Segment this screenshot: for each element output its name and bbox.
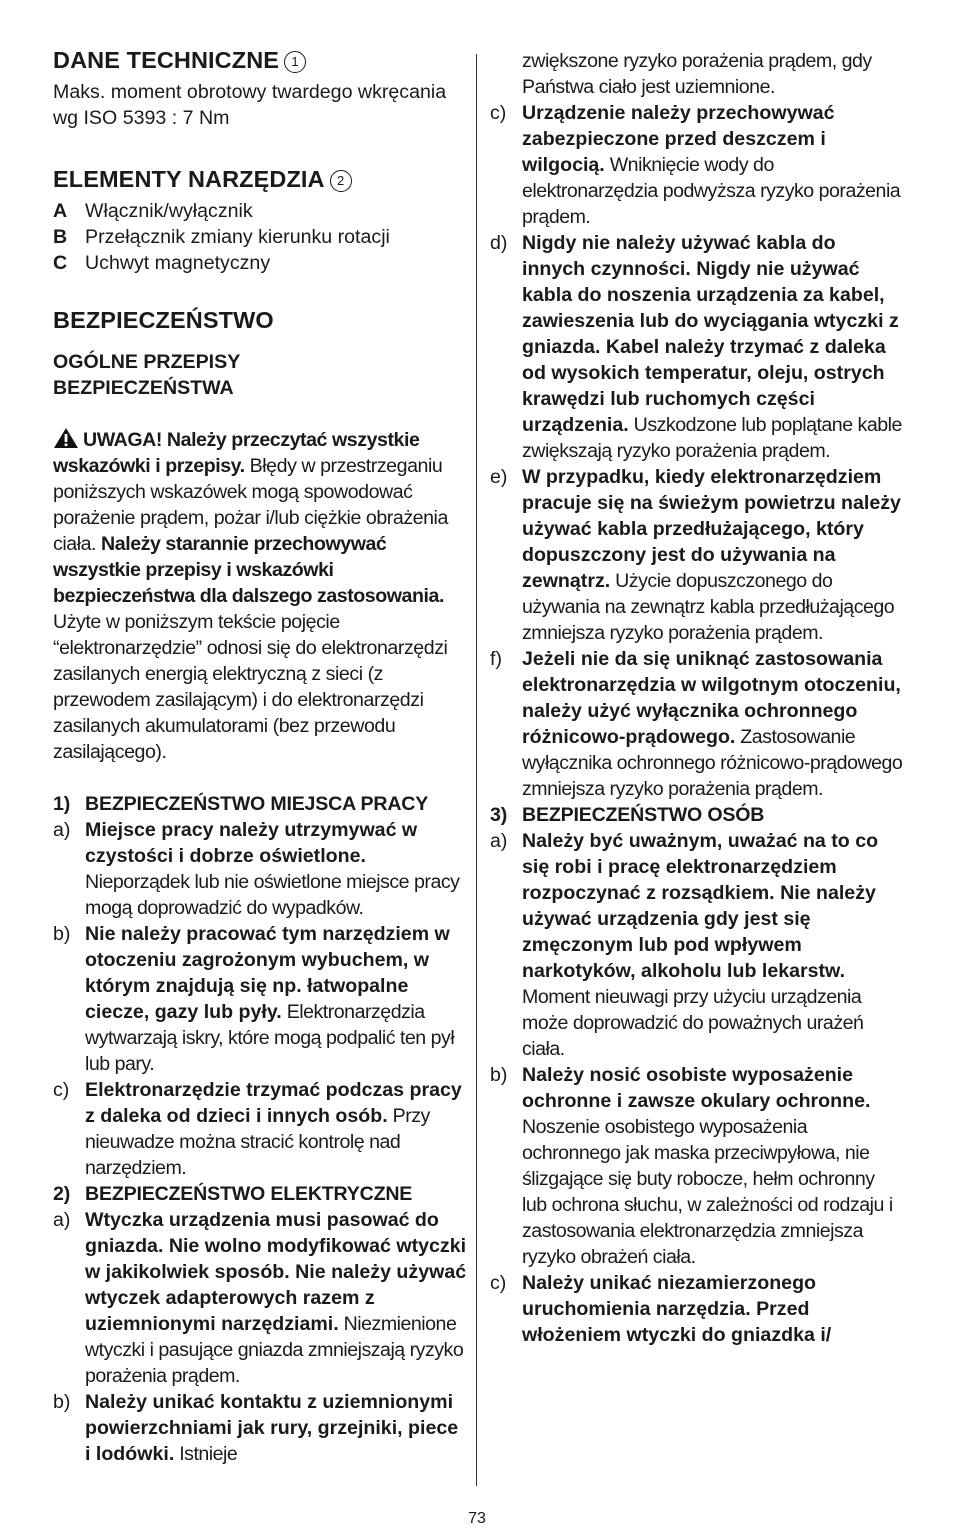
warning-bold-1: UWAGA! Należy przeczytać wszystkie wskazówki i przepisy. [53,429,420,477]
safety-heading: BEZPIECZEŃSTWO [53,307,274,333]
list-item-normal: Niezmienione wtyczki i pasujące gniazda zmniejszają ryzyko porażenia prądem. [85,1313,464,1387]
list-item-text [522,828,904,1062]
list-item-mark: f) [490,648,502,670]
list-item-mark: d) [490,232,508,254]
list-item-bold: Nigdy nie należy używać kabla do innych czynności. Nigdy nie używać kabla do noszenia urządzenia za kabel, zawieszenia lub do wyciągania wtyczki z gniazda. Kabel należy trzymać z daleka od wysokich temperatur, oleju, ostrych krawędzi lub ruchomych części urządzenia. [522,232,899,436]
component-key: B [53,226,68,248]
figure-ref-1: 1 [284,51,306,73]
section-2-heading [53,1181,467,1207]
list-item-bold: Należy unikać kontaktu z uziemnionymi powierzchniami jak rury, grzejniki, piece i lodówki. [85,1391,459,1465]
warning-bold-2: Należy starannie przechowywać wszystkie przepisy i wskazówki bezpieczeństwa dla dalszego zastosowania. [53,533,444,607]
section-3-list [490,828,904,1348]
section-1-list [53,817,467,1181]
list-item-text [522,646,904,802]
list-item-text [85,1389,467,1467]
component-item [53,250,467,276]
figure-ref-2: 2 [330,170,352,192]
warning-text-2: Użyte w poniższym tekście pojęcie “elektronarzędzie” odnosi się do elektronarzędzi zasilanych energią elektryczną z sieci (z przewodem zasilającym) i do elektronarzędzi zasilanych akumulatorami (bez przewodu zasilającego). [53,611,448,763]
list-item-mark: c) [490,102,507,124]
tech-heading [53,46,467,74]
list-item [53,921,467,1077]
list-item-mark: b) [53,1391,71,1413]
component-item [53,198,467,224]
list-item-normal: Noszenie osobistego wyposażenia ochronnego jak maska przeciwpyłowa, nie ślizgające się buty robocze, hełm ochronny lub ochrona słuchu, w zależności od rodzaju i zastosowania elektronarzędzia zmniejsza ryzyko obrażeń ciała. [522,1116,893,1268]
list-item-mark: b) [53,923,71,945]
section-1-heading [53,791,467,817]
list-item-normal: Moment nieuwagi przy użyciu urządzenia może doprowadzić do poważnych urażeń ciała. [522,986,864,1060]
list-item-bold: Należy być uważnym, uważać na to co się robi i pracę elektronarzędziem rozpoczynać z rozsądkiem. Nie należy używać urządzenia gdy jest się zmęczonym lub pod wpływem narkotyków, alkoholu lub lekarstw. [522,830,879,982]
tech-text: Maks. moment obrotowy twardego wkręcania wg ISO 5393 : 7 Nm [53,81,447,129]
elements-title: ELEMENTY NARZĘDZIA [53,166,325,192]
page-number: 73 [468,1510,486,1527]
list-item [490,230,904,464]
list-item-bold: Miejsce pracy należy utrzymywać w czystości i dobrze oświetlone. [85,819,418,867]
list-item-mark: a) [53,1209,71,1231]
list-item-normal: Przy nieuwadze można stracić kontrolę nad narzędziem. [85,1105,430,1179]
list-item [490,100,904,230]
section-3-heading [490,802,904,828]
list-item-mark: c) [53,1079,70,1101]
list-item-normal: Zastosowanie wyłącznika ochronnego różnicowo-prądowego zmniejsza ryzyko porażenia prądem. [522,726,903,800]
list-item [490,1062,904,1270]
list-item-mark: b) [490,1064,508,1086]
tech-title: DANE TECHNICZNE [53,47,280,73]
column-divider [476,54,477,1486]
list-item-text [522,1062,904,1270]
warning-triangle-icon [53,427,79,449]
section-2-title: BEZPIECZEŃSTWO ELEKTRYCZNE [85,1183,413,1205]
list-item [53,817,467,921]
warning-paragraph [53,427,467,765]
section-3-title: BEZPIECZEŃSTWO OSÓB [522,804,765,826]
list-item-bold: W przypadku, kiedy elektronarzędziem pracuje się na świeżym powietrzu należy używać kabla przedłużającego, który dopuszczony jest do używania na zewnątrz. [522,466,901,592]
section-2-number: 2) [53,1183,71,1205]
right-column [490,46,904,1348]
general-rules-title-1: OGÓLNE PRZEPISY [53,351,241,373]
component-key: A [53,200,68,222]
list-item [53,1207,467,1389]
list-item-bold: Należy nosić osobiste wyposażenie ochronne i zawsze okulary ochronne. [522,1064,871,1112]
section-1-title: BEZPIECZEŃSTWO MIEJSCA PRACY [85,793,429,815]
component-item [53,224,467,250]
list-item-continuation: zwiększone ryzyko porażenia prądem, gdy Państwa ciało jest uziemnione. [522,50,872,98]
list-item-bold: Elektronarzędzie trzymać podczas pracy z daleka od dzieci i innych osób. [85,1079,462,1127]
list-item-normal: Wniknięcie wody do elektronarzędzia podwyższa ryzyko porażenia prądem. [522,154,901,228]
list-item-normal: Użycie dopuszczonego do używania na zewnątrz kabla przedłużającego zmniejsza ryzyko porażenia prądem. [522,570,895,644]
list-item-text [85,921,467,1077]
list-item-text [522,1270,904,1348]
list-item-mark: e) [490,466,508,488]
list-item-bold: Należy unikać niezamierzonego uruchomienia narzędzia. Przed włożeniem wtyczki do gniazdka i/ [522,1272,832,1346]
list-item [53,1077,467,1181]
elements-list [53,198,467,276]
general-rules-title-2: BEZPIECZEŃSTWA [53,377,234,399]
section-2-list [53,1207,467,1467]
elements-heading [53,165,467,193]
list-item-normal: Istnieje [174,1443,238,1465]
list-item-mark: a) [490,830,508,852]
list-item-bold: Wtyczka urządzenia musi pasować do gniazda. Nie wolno modyfikować wtyczki w jakikolwiek sposób. Nie należy używać wtyczek adapterowych razem z uziemnionymi narzędziami. [85,1209,467,1335]
section-3-number: 3) [490,804,508,826]
component-label: Uchwyt magnetyczny [85,252,271,274]
list-item [53,1389,467,1467]
list-item-normal: Uszkodzone lub poplątane kable zwiększają ryzyko porażenia prądem. [522,414,902,462]
section-1-number: 1) [53,793,71,815]
list-item-bold: Urządzenie należy przechowywać zabezpieczone przed deszczem i wilgocią. [522,102,835,176]
warning-text-1: Błędy w przestrzeganiu poniższych wskazówek mogą spowodować porażenie prądem, pożar i/lub ciężkie obrażenia ciała. [53,455,448,555]
list-item-normal: Nieporządek lub nie oświetlone miejsce pracy mogą doprowadzić do wypadków. [85,871,460,919]
list-item-mark: a) [53,819,71,841]
list-item-normal: Elektronarzędzia wytwarzają iskry, które mogą podpalić ten pył lub pary. [85,1001,455,1075]
list-item-text [522,230,904,464]
list-item-mark: c) [490,1272,507,1294]
list-item [490,1270,904,1348]
list-item [490,828,904,1062]
list-item-text [85,817,467,921]
list-item [490,464,904,646]
component-key: C [53,252,68,274]
component-label: Włącznik/wyłącznik [85,200,253,222]
left-column [53,46,467,1467]
component-label: Przełącznik zmiany kierunku rotacji [85,226,390,248]
section-2-list-cont [490,100,904,802]
list-item-text [522,100,904,230]
list-item-text [522,464,904,646]
list-item-text [85,1207,467,1389]
list-item [490,646,904,802]
list-item-bold: Nie należy pracować tym narzędziem w otoczeniu zagrożonym wybuchem, w którym znajdują się np. łatwopalne ciecze, gazy lub pyły. [85,923,450,1023]
list-item-bold: Jeżeli nie da się uniknąć zastosowania elektronarzędzia w wilgotnym otoczeniu, należy użyć wyłącznika ochronnego różnicowo-prądowego. [522,648,901,748]
list-item-text [85,1077,467,1181]
